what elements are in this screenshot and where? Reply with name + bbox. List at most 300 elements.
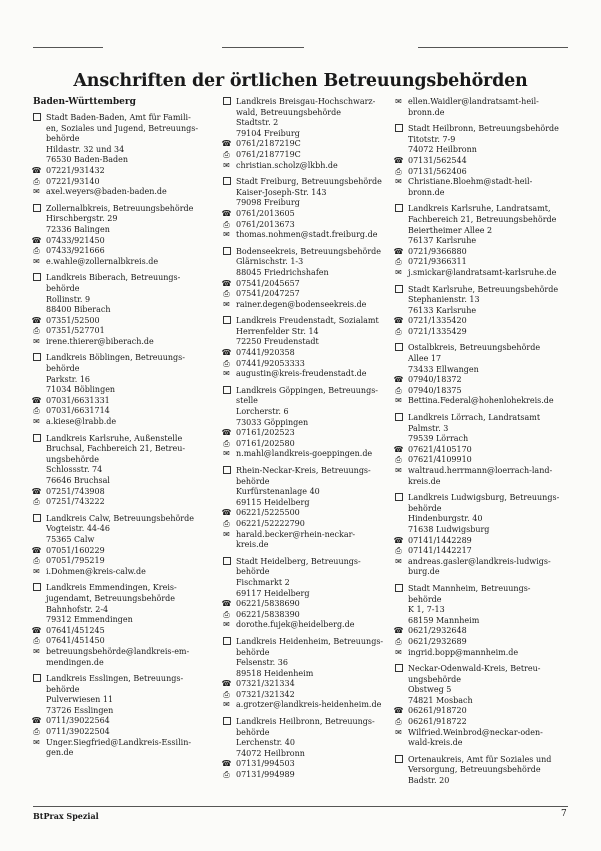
email-line xyxy=(223,299,401,311)
fax-line xyxy=(395,326,573,338)
email-icon: ✉ xyxy=(223,369,230,379)
line-text: 07031/6631331 xyxy=(46,395,110,405)
line-text: 07541/2047257 xyxy=(236,289,300,299)
address-line xyxy=(46,364,211,375)
line-text: 72250 Freudenstadt xyxy=(236,337,319,347)
line-text: Rollinstr. 9 xyxy=(46,294,91,304)
address-entry xyxy=(221,386,401,460)
fax-icon: ⎙ xyxy=(33,727,40,737)
office-square-icon xyxy=(393,343,404,355)
office-square-icon xyxy=(221,717,232,729)
line-text: 0721/1335429 xyxy=(408,326,467,336)
phone-line xyxy=(393,535,573,547)
footer-rule xyxy=(33,806,568,807)
line-text: 74821 Mosbach xyxy=(408,695,473,705)
line-text: Landkreis Göppingen, Betreuungs- xyxy=(236,385,378,395)
phone-line xyxy=(31,395,211,407)
fax-line xyxy=(395,636,573,648)
line-text: 07251/743908 xyxy=(46,486,105,496)
address-entry xyxy=(221,177,401,241)
line-text: 76646 Bruchsal xyxy=(46,476,110,485)
address-line xyxy=(46,615,211,626)
address-entry xyxy=(393,493,573,578)
line-text: 07131/994989 xyxy=(236,770,295,780)
line-text: jugendamt, Betreuungsbehörde xyxy=(46,593,175,603)
address-line xyxy=(408,424,573,435)
line-text: 07131/562544 xyxy=(408,155,467,165)
office-square-icon xyxy=(31,514,42,526)
fax-icon: ⎙ xyxy=(395,546,402,556)
address-line xyxy=(408,108,573,119)
address-line xyxy=(46,305,211,316)
fax-icon: ⎙ xyxy=(223,149,230,159)
address-line xyxy=(46,524,211,535)
address-entry xyxy=(221,316,401,380)
email-icon: ✉ xyxy=(33,336,40,346)
address-line xyxy=(46,284,211,295)
line-text: wald, Betreuungsbehörde xyxy=(236,107,341,117)
office-square-icon xyxy=(393,124,404,136)
address-line xyxy=(236,477,401,488)
address-line xyxy=(408,664,573,675)
line-text: Fischmarkt 2 xyxy=(236,577,290,587)
email-line xyxy=(395,556,573,568)
line-text: 79539 Lörrach xyxy=(408,434,469,444)
address-line xyxy=(408,696,573,707)
line-text: 07621/4109910 xyxy=(408,455,472,465)
line-text: bronn.de xyxy=(408,107,445,117)
line-text: 07433/921450 xyxy=(46,235,105,245)
address-line xyxy=(408,776,573,787)
line-text: ellen.Waidler@landratsamt-heil- xyxy=(408,97,539,106)
line-text: 72336 Balingen xyxy=(46,224,110,234)
fax-line xyxy=(395,385,573,397)
line-text: Landkreis Karlsruhe, Außenstelle xyxy=(46,433,183,443)
address-line xyxy=(408,567,573,578)
phone-icon: ☎ xyxy=(221,278,232,288)
fax-line xyxy=(33,406,211,417)
phone-icon: ☎ xyxy=(31,625,42,635)
email-icon: ✉ xyxy=(223,160,230,170)
address-line xyxy=(46,214,211,225)
line-text: harald.becker@rhein-neckar- xyxy=(236,529,356,539)
fax-line xyxy=(223,149,401,161)
line-text: Neckar-Odenwald-Kreis, Betreu- xyxy=(408,664,541,674)
line-text: 07161/202523 xyxy=(236,428,295,438)
line-text: Stadt Karlsruhe, Betreuungsbehörde xyxy=(408,284,559,294)
line-text: 07351/52500 xyxy=(46,315,100,325)
phone-line xyxy=(221,208,401,220)
office-square-icon xyxy=(221,637,232,649)
address-line xyxy=(46,748,211,759)
phone-icon: ☎ xyxy=(393,706,404,716)
office-square-icon xyxy=(31,204,42,216)
phone-line xyxy=(393,444,573,456)
line-text: thomas.nohmen@stadt.freiburg.de xyxy=(236,230,378,240)
phone-icon: ☎ xyxy=(31,486,42,496)
phone-icon: ☎ xyxy=(221,208,232,218)
line-text: 73033 Göppingen xyxy=(236,417,309,427)
line-text: 07161/202580 xyxy=(236,438,295,448)
address-line xyxy=(46,685,211,696)
address-entry xyxy=(393,584,573,658)
line-text: Hindenburgstr. 40 xyxy=(408,514,483,524)
office-square-icon xyxy=(393,664,404,676)
line-text: Stadt Heidelberg, Betreuungs- xyxy=(236,556,361,566)
phone-icon: ☎ xyxy=(31,165,42,175)
line-text: Lorcherstr. 6 xyxy=(236,407,289,417)
line-text: Felsenstr. 36 xyxy=(236,658,288,668)
office-square-icon xyxy=(31,674,42,686)
address-entry xyxy=(31,273,211,347)
fax-line xyxy=(223,289,401,300)
address-line xyxy=(236,658,401,669)
phone-line xyxy=(31,716,211,727)
line-text: 76137 Karlsruhe xyxy=(408,236,477,246)
phone-icon: ☎ xyxy=(221,348,232,358)
email-icon: ✉ xyxy=(395,267,402,277)
fax-line xyxy=(395,166,573,178)
line-text: 07131/562406 xyxy=(408,166,467,176)
line-text: 06261/918720 xyxy=(408,706,467,716)
phone-line xyxy=(393,706,573,717)
address-line xyxy=(408,135,573,146)
address-line xyxy=(46,583,211,594)
line-text: 79104 Freiburg xyxy=(236,128,300,138)
email-line xyxy=(395,396,573,407)
line-text: 06221/5225500 xyxy=(236,508,300,518)
fax-line xyxy=(395,455,573,466)
line-text: Versorgung, Betreuungsbehörde xyxy=(408,765,541,775)
address-line xyxy=(46,385,211,396)
address-line xyxy=(46,145,211,156)
address-line xyxy=(408,204,573,215)
address-line xyxy=(46,375,211,386)
footer-publication: BtPrax Spezial xyxy=(33,811,99,821)
address-entry xyxy=(393,413,573,487)
phone-line xyxy=(31,486,211,498)
address-line xyxy=(408,188,573,199)
line-text: 07541/2045657 xyxy=(236,278,300,288)
email-icon: ✉ xyxy=(395,647,402,657)
line-text: kreis.de xyxy=(236,540,269,550)
fax-icon: ⎙ xyxy=(33,497,40,507)
address-line xyxy=(236,738,401,749)
line-text: behörde xyxy=(46,283,80,293)
email-icon: ✉ xyxy=(33,256,40,266)
line-text: Ostalbkreis, Betreuungsbehörde xyxy=(408,343,541,353)
phone-line xyxy=(221,508,401,519)
address-line xyxy=(236,118,401,129)
address-line xyxy=(236,637,401,648)
column-3 xyxy=(393,97,573,793)
address-line xyxy=(408,765,573,776)
line-text: e.wahle@zollernalbkreis.de xyxy=(46,256,159,266)
line-text: Landkreis Böblingen, Betreuungs- xyxy=(46,353,185,363)
phone-line xyxy=(31,545,211,557)
address-line xyxy=(236,97,401,108)
phone-icon: ☎ xyxy=(31,315,42,325)
line-text: Landkreis Heilbronn, Betreuungs- xyxy=(236,717,375,727)
line-text: Allee 17 xyxy=(408,354,442,364)
fax-icon: ⎙ xyxy=(33,246,40,256)
phone-line xyxy=(221,759,401,770)
address-line xyxy=(46,113,211,124)
address-line xyxy=(408,616,573,627)
line-text: Zollernalbkreis, Betreuungsbehörde xyxy=(46,203,194,213)
office-square-icon xyxy=(221,247,232,259)
line-text: 0761/2187719C xyxy=(236,149,301,159)
email-line xyxy=(223,620,401,631)
line-text: Stephanienstr. 13 xyxy=(408,295,480,305)
line-text: Pulverwiesen 11 xyxy=(46,695,114,705)
line-text: Stadt Baden-Baden, Amt für Famili- xyxy=(46,113,191,122)
line-text: 0721/1335420 xyxy=(408,316,467,326)
phone-icon: ☎ xyxy=(393,444,404,454)
phone-icon: ☎ xyxy=(31,395,42,405)
address-entry xyxy=(31,583,211,668)
address-line xyxy=(236,589,401,600)
line-text: 76133 Karlsruhe xyxy=(408,305,477,315)
address-line xyxy=(408,525,573,536)
line-text: augustin@kreis-freudenstadt.de xyxy=(236,369,367,379)
line-text: 69115 Heidelberg xyxy=(236,497,310,507)
address-line xyxy=(46,124,211,135)
phone-icon: ☎ xyxy=(221,599,232,609)
line-text: Landkreis Freudenstadt, Sozialamt xyxy=(236,316,379,326)
address-entry xyxy=(393,343,573,407)
line-text: 07441/92053333 xyxy=(236,358,305,368)
line-text: dorothe.fujek@heidelberg.de xyxy=(236,620,355,630)
line-text: behörde xyxy=(236,727,270,737)
line-text: Herrenfelder Str. 14 xyxy=(236,326,319,336)
address-line xyxy=(408,215,573,226)
email-icon: ✉ xyxy=(33,646,40,656)
address-line xyxy=(408,354,573,365)
line-text: 07221/931432 xyxy=(46,165,105,175)
phone-line xyxy=(31,235,211,247)
email-line xyxy=(395,647,573,659)
address-line xyxy=(46,353,211,364)
address-line xyxy=(236,327,401,338)
line-text: waltraud.herrmann@loerrach-land- xyxy=(408,466,553,475)
address-line xyxy=(236,396,401,407)
email-line xyxy=(395,97,573,108)
address-line xyxy=(46,455,211,466)
line-text: mendingen.de xyxy=(46,657,104,667)
phone-line xyxy=(393,316,573,327)
line-text: rainer.degen@bodenseekreis.de xyxy=(236,299,367,309)
address-line xyxy=(236,386,401,397)
line-text: 79098 Freiburg xyxy=(236,198,300,208)
line-text: Landkreis Emmendingen, Kreis- xyxy=(46,583,177,593)
line-text: 0711/39022564 xyxy=(46,716,110,726)
line-text: Stadtstr. 2 xyxy=(236,118,279,128)
office-square-icon xyxy=(221,97,232,109)
line-text: 88045 Friedrichshafen xyxy=(236,267,329,277)
address-line xyxy=(46,706,211,717)
fax-line xyxy=(223,609,401,621)
office-square-icon xyxy=(393,285,404,297)
email-icon: ✉ xyxy=(395,177,402,187)
line-text: 88400 Biberach xyxy=(46,305,111,315)
line-text: Ortenaukreis, Amt für Soziales und xyxy=(408,754,552,764)
phone-line xyxy=(31,625,211,637)
column-1 xyxy=(31,97,211,765)
phone-icon: ☎ xyxy=(393,535,404,545)
address-line xyxy=(408,605,573,616)
fax-icon: ⎙ xyxy=(395,326,402,336)
line-text: Bruchsal, Fachbereich 21, Betreu- xyxy=(46,444,186,454)
address-line xyxy=(408,343,573,354)
line-text: 76530 Baden-Baden xyxy=(46,155,129,165)
line-text: 73433 Ellwangen xyxy=(408,364,479,374)
email-icon: ✉ xyxy=(33,187,40,197)
line-text: Glärnischstr. 1-3 xyxy=(236,257,304,267)
address-line xyxy=(236,257,401,268)
line-text: kreis.de xyxy=(408,476,441,486)
address-line xyxy=(408,675,573,686)
line-text: Schlossstr. 74 xyxy=(46,465,103,475)
email-line xyxy=(395,177,573,188)
line-text: Hildastr. 32 und 34 xyxy=(46,144,125,154)
address-entry xyxy=(221,557,401,631)
address-line xyxy=(46,476,211,487)
address-line xyxy=(408,413,573,424)
fax-line xyxy=(223,518,401,530)
fax-icon: ⎙ xyxy=(33,406,40,416)
address-entry xyxy=(393,664,573,749)
line-text: 74072 Heilbronn xyxy=(408,145,477,155)
line-text: 74072 Heilbronn xyxy=(236,748,305,758)
email-line xyxy=(395,466,573,477)
address-line xyxy=(46,674,211,685)
fax-line xyxy=(395,257,573,268)
line-text: n.mahl@landkreis-goeppingen.de xyxy=(236,449,373,459)
line-text: behörde xyxy=(236,476,270,486)
line-text: 06261/918722 xyxy=(408,717,467,727)
line-text: Obstweg 5 xyxy=(408,685,452,695)
line-text: gen.de xyxy=(46,748,74,758)
line-text: burg.de xyxy=(408,567,440,577)
address-line xyxy=(46,605,211,616)
email-icon: ✉ xyxy=(395,396,402,406)
email-line xyxy=(33,417,211,428)
email-line xyxy=(33,646,211,658)
line-text: 07441/920358 xyxy=(236,348,295,358)
line-text: bronn.de xyxy=(408,187,445,197)
line-text: 07141/1442289 xyxy=(408,535,472,545)
line-text: 06221/52222790 xyxy=(236,518,305,528)
line-text: 07321/321334 xyxy=(236,679,295,689)
office-square-icon xyxy=(221,177,232,189)
line-text: Bettina.Federal@hohenlohekreis.de xyxy=(408,396,554,406)
address-line xyxy=(236,557,401,568)
line-text: Bodenseekreis, Betreuungsbehörde xyxy=(236,246,382,256)
fax-icon: ⎙ xyxy=(395,636,402,646)
phone-line xyxy=(393,155,573,167)
address-line xyxy=(46,204,211,215)
office-square-icon xyxy=(221,316,232,328)
address-line xyxy=(46,514,211,525)
line-text: betreuungsbehörde@landkreis-em- xyxy=(46,646,190,656)
address-line xyxy=(46,225,211,236)
email-line xyxy=(223,700,401,711)
line-text: Fachbereich 21, Betreuungsbehörde xyxy=(408,214,557,224)
email-line xyxy=(223,160,401,172)
address-line xyxy=(408,226,573,237)
fax-line xyxy=(223,438,401,450)
fax-line xyxy=(395,546,573,557)
address-entry xyxy=(31,514,211,578)
line-text: Christiane.Bloehm@stadt-heil- xyxy=(408,177,533,187)
phone-line xyxy=(221,139,401,150)
address-entry xyxy=(31,204,211,268)
line-text: Stadt Freiburg, Betreuungsbehörde xyxy=(236,177,382,187)
fax-line xyxy=(223,689,401,701)
address-line xyxy=(408,584,573,595)
email-icon: ✉ xyxy=(33,566,40,576)
line-text: 07221/93140 xyxy=(46,176,100,186)
line-text: Lerchenstr. 40 xyxy=(236,738,295,748)
line-text: Beiertheimer Allee 2 xyxy=(408,225,493,235)
address-line xyxy=(408,685,573,696)
address-line xyxy=(46,273,211,284)
office-square-icon xyxy=(31,583,42,595)
page-title: Anschriften der örtlichen Betreuungsbehörden xyxy=(73,71,528,91)
line-text: behörde xyxy=(46,364,80,374)
phone-line xyxy=(221,278,401,290)
address-line xyxy=(46,444,211,455)
line-text: Landkreis Lörrach, Landratsamt xyxy=(408,413,541,423)
phone-icon: ☎ xyxy=(221,508,232,518)
fax-icon: ⎙ xyxy=(395,385,402,395)
header-rule-left xyxy=(33,47,103,48)
line-text: behörde xyxy=(46,134,80,144)
address-line xyxy=(236,749,401,760)
address-entry xyxy=(221,97,401,171)
line-text: Bahnhofstr. 2-4 xyxy=(46,604,109,614)
address-line xyxy=(46,134,211,145)
line-text: 07031/6631714 xyxy=(46,406,110,416)
address-entry xyxy=(393,97,573,118)
line-text: behörde xyxy=(408,594,442,604)
email-icon: ✉ xyxy=(223,700,230,710)
fax-icon: ⎙ xyxy=(223,518,230,528)
line-text: Badstr. 20 xyxy=(408,776,450,786)
address-line xyxy=(408,236,573,247)
address-line xyxy=(46,155,211,166)
address-line xyxy=(46,434,211,445)
fax-line xyxy=(33,727,211,738)
line-text: 0721/9366311 xyxy=(408,257,467,267)
line-text: ungsbehörde xyxy=(46,454,100,464)
office-square-icon xyxy=(393,204,404,216)
email-line xyxy=(395,727,573,739)
phone-line xyxy=(393,626,573,637)
fax-line xyxy=(223,358,401,370)
address-line xyxy=(236,498,401,509)
address-entry xyxy=(221,466,401,551)
line-text: Landkreis Ludwigsburg, Betreuungs- xyxy=(408,493,560,503)
office-square-icon xyxy=(221,557,232,569)
address-line xyxy=(408,738,573,749)
header-rule-right xyxy=(418,47,568,48)
fax-icon: ⎙ xyxy=(395,717,402,727)
email-icon: ✉ xyxy=(395,727,402,737)
phone-icon: ☎ xyxy=(221,139,232,149)
line-text: Unger.Siegfried@Landkreis-Essilin- xyxy=(46,737,192,747)
